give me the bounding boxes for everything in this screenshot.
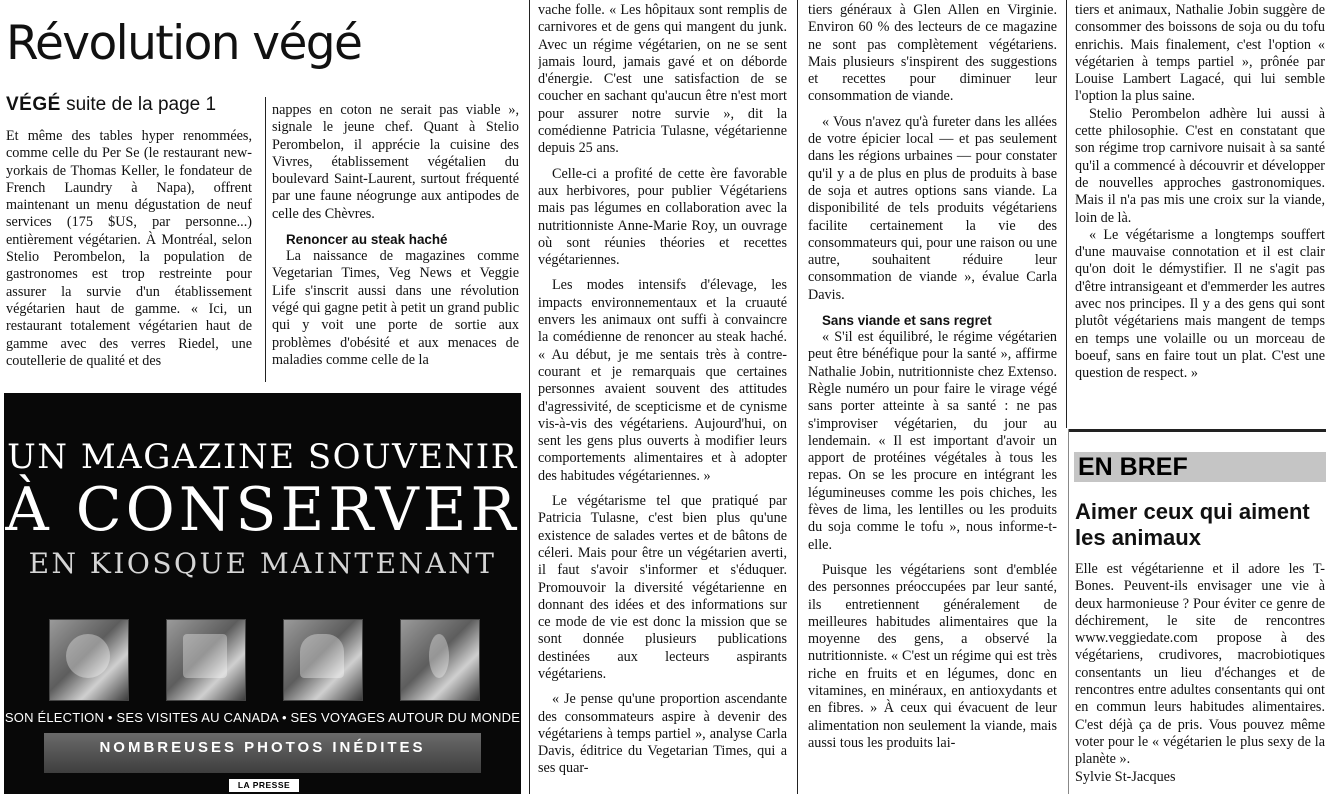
kicker-label: VÉGÉ xyxy=(6,94,61,115)
ad-banner xyxy=(44,733,481,773)
paragraph: Puisque les végétariens sont d'emblée des personnes préoccupées par leur santé, ils entretiennent généralement de meilleures habitudes alimentaires que la moyenne des gens, a observé la nutritionniste. « C'est un régime qui est très riche en fruits et en légumes, donc en vitamines, en minéraux, en antioxydants et en fibres. » À ceux qui évacuent de leur alimentation non seulement la viande, mais aussi tous les produits lai- xyxy=(808,561,1057,751)
advertisement[interactable] xyxy=(4,393,521,794)
ad-photo-procession xyxy=(400,619,480,701)
paragraph: vache folle. « Les hôpitaux sont remplis de carnivores et de gens qui mangent du junk. Avec un régime végétarien, on ne se sent jamais lourd, jamais gavé et on déborde d'énergie. C'est une satisfaction de se coucher en sachant qu'aucun être n'est mort pour assurer notre survie », dit la comédienne Patricia Tulasne, végétarienne depuis 25 ans. xyxy=(538,2,787,157)
article-column-1 xyxy=(6,128,252,378)
paragraph: « S'il est équilibré, le régime végétarien peut être bénéfique pour la santé », affirme Nathalie Jobin, nutritionniste chez Extenso. Règle numéro un pour faire le virage végé sans porter atteinte à sa santé : ne pas s'improviser végétarien, du jour au lendemain. « Il est important d'avoir un apport de protéines végétales à tous les repas. On se les procure en intégrant les légumineuses comme les pois chiches, les fèves de lima, les lentilles ou les produits du soja comme le tofu », nous informe-t-elle. xyxy=(808,329,1057,553)
kicker-continuation: suite de la page 1 xyxy=(66,94,217,115)
paragraph: Celle-ci a profité de cette ère favorable aux herbivores, pour publier Végétariens mais pas légumes en collaboration avec la nutritionniste Anne-Marie Roy, un ouvrage où sont réunies théories et recettes végétariennes. xyxy=(538,165,787,269)
column-rule xyxy=(797,0,798,794)
en-bref-side-rule xyxy=(1068,429,1069,794)
ad-photo-baby xyxy=(49,619,129,701)
paragraph: tiers et animaux, Nathalie Jobin suggère de consommer des boissons de soja ou du tofu enrichis. Mais finalement, c'est l'option « végétarien à temps partiel », prônée par Louise Lambert Lagacé, qui lui semble l'option la plus saine. xyxy=(1075,2,1325,105)
paragraph: Et même des tables hyper renommées, comme celle du Per Se (le restaurant new-yorkais de Thomas Keller, le fondateur de French Laundry à Napa), offrent maintenant un menu dégustation de neuf services (175 $US, par personne...) entièrement végétarien. À Montréal, selon Stelio Perombelon, la population de gastronomes est trop restreinte pour assurer la survie d'un établissement végétarien haut de gamme. « Ici, un restaurant totalement végétarien haut de gamme avec des verres Riedel, une coutellerie de qualité et des xyxy=(6,128,252,369)
article-column-3 xyxy=(538,2,787,794)
article-column-2 xyxy=(272,102,519,384)
paragraph: Elle est végétarienne et il adore les T-Bones. Peuvent-ils envisager une vie à deux harmonieuse ? Pour éviter ce genre de déchirement, le site de rencontres www.veggiedate.com propose à des végétariens, crudivores, macrobiotiques consentants un lieu d'échanges et de rencontres entre adultes consentants qui ont en commun leurs habitudes alimentaires. C'est déjà ça de pris. Vous pouvez même voter pour le « végétarien le plus sexy de la planète ». xyxy=(1075,561,1325,768)
subhead: Sans viande et sans regret xyxy=(822,313,992,329)
paragraph: « Je pense qu'une proportion ascendante des consommateurs aspire à devenir des végétariens à temps partiel », analyse Carla Davis, éditrice du Vegetarian Times, qui a ses quar- xyxy=(538,691,787,777)
paragraph: tiers généraux à Glen Allen en Virginie. Environ 60 % des lecteurs de ce magazine ne sont pas complètement végétariens. Mais plusieurs s'inspirent des suggestions et recettes pour diminuer leur consommation de viande. xyxy=(808,2,1057,105)
paragraph: Stelio Perombelon adhère lui aussi à cette philosophie. C'est en constatant que son régime trop carnivore nuisait à sa santé qu'il a commencé à découvrir et développer de nouvelles approches gastronomiques. Mais il n'a pas mis une croix sur la viande, loin de là. xyxy=(1075,105,1325,226)
ad-photo-stadium xyxy=(283,619,363,701)
ad-photo-strip xyxy=(49,619,479,699)
byline: Sylvie St-Jacques xyxy=(1075,768,1176,785)
ad-photo-crowd xyxy=(166,619,246,701)
en-bref-rule xyxy=(1068,429,1326,432)
subhead: Renoncer au steak haché xyxy=(286,232,448,248)
ad-banner-text: NOMBREUSES PHOTOS INÉDITES xyxy=(99,739,426,756)
article-column-5 xyxy=(1075,2,1325,422)
en-bref-body xyxy=(1075,561,1325,786)
ad-line-1: UN MAGAZINE SOUVENIR xyxy=(7,437,518,477)
en-bref-header: EN BREF xyxy=(1074,452,1326,482)
paragraph: « Le végétarisme a longtemps souffert d'une mauvaise connotation et il est clair qu'on doit le démystifier. Il ne s'agit pas d'être intransigeant et d'emmerder les autres avec nos principes. Il y a des gens qui sont plutôt végétariens mais mangent de temps en temps une volaille ou un morceau de boeuf, sans en faire tout un plat. C'est une question de respect. » xyxy=(1075,226,1325,382)
paragraph: Les modes intensifs d'élevage, les impacts environnementaux et la cruauté envers les animaux ont suffi à convaincre la comédienne de renoncer au steak haché. « Au début, je me sentais très à contre-courant et je remarquais que certaines personnes avaient souvent des attitudes d'agressivité, de scepticisme et de cynisme vis-à-vis des végétariens. Aujourd'hui, on sent les gens plus ouverts à modifier leurs comportements alimentaires et à adopter des habitudes végétariennes. » xyxy=(538,277,787,484)
ad-tagline: SON ÉLECTION • SES VISITES AU CANADA • SES VOYAGES AUTOUR DU MONDE xyxy=(4,710,521,725)
kicker xyxy=(6,93,216,117)
paragraph: « Vous n'avez qu'à fureter dans les allées de votre épicier local — et pas seulement dans les régions urbaines — pour constater qu'il y a de plus en plus de produits à base de soja et autres options sans viande. La disponibilité de tels produits végétariens facilite certainement la vie des consommateurs qui, pour une raison ou une autre, souhaitent réduire leur consommation de viande », évalue Carla Davis. xyxy=(808,113,1057,303)
paragraph: La naissance de magazines comme Vegetarian Times, Veg News et Veggie Life s'inscrit aussi dans une révolution végé qui gagne petit à petit un grand public qui y voit une porte de sortie aux problèmes d'obésité et aux menaces de maladies comme celle de la xyxy=(272,248,519,368)
column-rule xyxy=(529,0,530,794)
column-rule xyxy=(1066,0,1067,428)
la-presse-logo: LA PRESSE xyxy=(229,779,299,792)
ad-line-3: EN KIOSQUE MAINTENANT xyxy=(28,547,497,580)
article-column-4 xyxy=(808,2,1057,794)
headline: Révolution végé xyxy=(6,16,362,71)
column-rule xyxy=(265,97,266,382)
en-bref-title: Aimer ceux qui aiment les animaux xyxy=(1075,499,1310,550)
paragraph: Le végétarisme tel que pratiqué par Patricia Tulasne, c'est bien plus qu'une existence de salades vertes et de bâtons de céleri. Mais pour être un végétarien averti, il faut s'avoir s'informer et s'éduquer. Promouvoir la diversité végétarienne en donnant des idées et des informations sur ce mode de vie est donc la mission que se sont donnée plusieurs publications destinées aux lecteurs aspirants végétariens. xyxy=(538,493,787,682)
paragraph: nappes en coton ne serait pas viable », signale le jeune chef. Quant à Stelio Perombelon, il apprécie la cuisine des Vivres, établissement végétalien du boulevard Saint-Laurent, surtout fréquenté par une faune néogrunge aux antipodes de celle des Chèvres. xyxy=(272,102,519,222)
ad-line-2: À CONSERVER xyxy=(5,475,520,545)
